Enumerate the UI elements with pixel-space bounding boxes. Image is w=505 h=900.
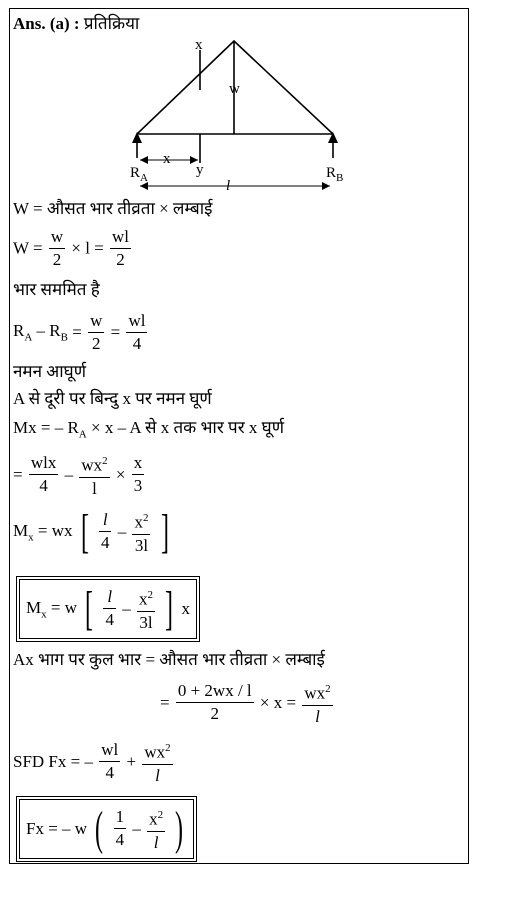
diagram-rb: $R_B$	[326, 165, 344, 184]
moment-expansion: = $\frac{\text{wlx}}{4}$ – $\frac{wx^2}{l}$ × $\frac{x}{3}$	[13, 450, 146, 500]
diagram-x-dim: x	[163, 151, 171, 167]
diagram-y-label: y	[196, 162, 204, 178]
reaction-equation: $R_A - R_B$ = $\frac{w}{2}$ = $\frac{wl}{4}$	[13, 311, 146, 353]
w-definition: W = औसत भार तीव्रता × लम्बाई	[13, 199, 213, 218]
moment-factored: $M_x$ = wx [ $\frac{l}{4}$ – $\frac{x^2}{3l}$ ]	[13, 504, 169, 558]
moment-at-x-text: A से दूरी पर बिन्दु x पर नमन घूर्ण	[13, 389, 212, 408]
boxed-shear-result: Fx = – w ( $\frac{1}{4}$ – $\frac{x^2}{l}$ )	[16, 796, 197, 862]
x-dim-arrow-left	[140, 156, 148, 164]
diagram-x-top: x	[195, 37, 203, 53]
diagram-ra: $R_A$	[130, 165, 148, 184]
answer-label: Ans. (a) :	[13, 14, 80, 33]
load-diagram	[0, 0, 505, 200]
answer-word: प्रतिक्रिया	[83, 14, 140, 33]
diagram-l-label: l	[226, 178, 231, 194]
l-dim-arrow-right	[322, 182, 330, 190]
mx-definition: Mx = – $R_A \times x - A$ से x तक भार पर x घूर्ण	[13, 418, 284, 441]
ax-load-equation: = $\frac{0 + 2wx / l}{2}$ × x = $\frac{wx^2}{l}$	[160, 678, 335, 728]
w-equation: W = $\frac{w}{2}$ × l = $\frac{wl}{2}$	[13, 227, 130, 269]
ax-load-text: Ax भाग पर कुल भार = औसत भार तीव्रता × लम्बाई	[13, 650, 325, 669]
diagram-w-label: w	[229, 81, 240, 97]
sfd-equation: SFD Fx = – $\frac{wl}{4}$ + $\frac{wx^2}{l}$	[13, 737, 175, 787]
bending-moment-heading: नमन आघूर्ण	[13, 362, 86, 381]
symmetric-text: भार सममित है	[13, 280, 100, 299]
boxed-moment-result: $M_x = w$ [ $\frac{l}{4}$ – $\frac{x^2}{3l}$ ] x	[16, 576, 200, 642]
